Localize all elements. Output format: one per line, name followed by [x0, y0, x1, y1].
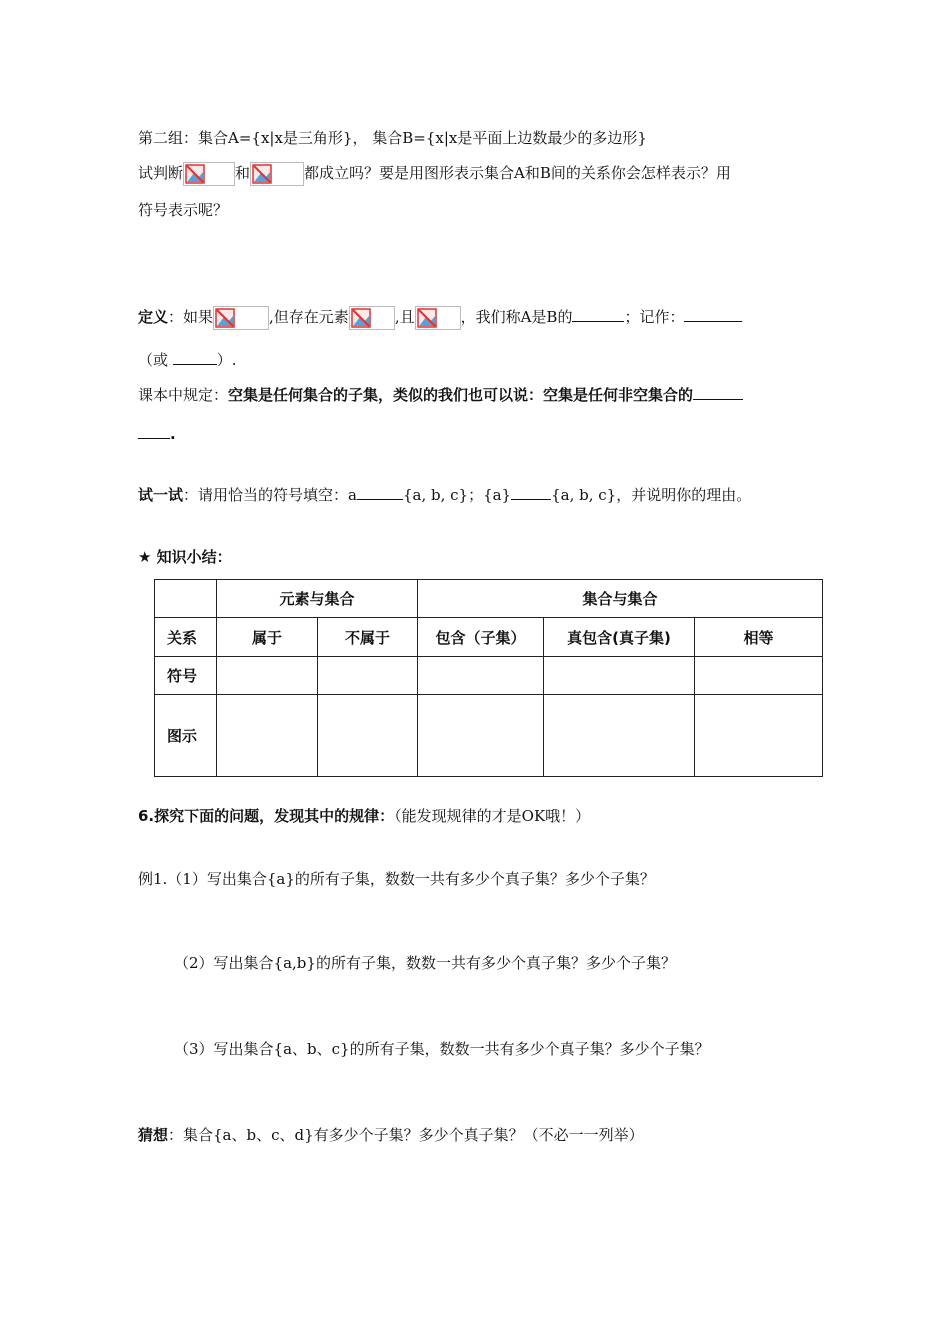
- table-row-label: 关系: [155, 618, 217, 657]
- textbook-end: .: [170, 425, 176, 443]
- table-cell[interactable]: [217, 695, 318, 777]
- definition-text-2: ,但存在元素: [269, 308, 349, 326]
- summary-heading: ★ 知识小结：: [138, 548, 232, 566]
- judge-pre: 试判断: [138, 164, 184, 182]
- answer-blank[interactable]: [173, 350, 217, 365]
- answer-blank[interactable]: [138, 424, 170, 439]
- example-1: 例1.（1）写出集合{a}的所有子集，数数一共有多少个真子集？多少个子集？: [138, 870, 655, 888]
- definition-or: （或: [138, 351, 173, 369]
- table-cell[interactable]: [544, 695, 695, 777]
- judge-line2: 符号表示呢？: [138, 201, 229, 219]
- guess-text: ：集合{a、b、c、d}有多少个子集？多少个真子集？（不必一一列举）: [168, 1126, 644, 1144]
- definition-line: [138, 306, 742, 330]
- table-column-header: 属于: [217, 618, 318, 657]
- table-cell[interactable]: [217, 657, 318, 695]
- definition-text-3: ,且: [394, 308, 415, 326]
- definition-text-4: ，我们称A是B的: [460, 308, 573, 326]
- answer-blank[interactable]: [357, 485, 403, 500]
- table-row-label: 符号: [155, 657, 217, 695]
- try-text-b: {a, b, c}；{a}: [402, 486, 512, 504]
- table-column-header: 相等: [695, 618, 823, 657]
- textbook-line: [138, 385, 743, 405]
- answer-blank[interactable]: [693, 385, 743, 400]
- answer-blank[interactable]: [684, 307, 742, 322]
- table-cell[interactable]: [695, 657, 823, 695]
- table-group-header: 元素与集合: [217, 580, 418, 618]
- definition-close: ）.: [216, 351, 237, 369]
- explore-rest: （能发现规律的才是OK哦！）: [394, 807, 591, 825]
- answer-blank[interactable]: [572, 307, 624, 322]
- try-text-c: {a, b, c}，并说明你的理由。: [551, 486, 752, 504]
- table-group-header: 集合与集合: [418, 580, 823, 618]
- table-column-header: 包含（子集）: [418, 618, 544, 657]
- example-2: （2）写出集合{a,b}的所有子集，数数一共有多少个真子集？多少个子集？: [174, 954, 676, 972]
- textbook-bold: 空集是任何集合的子集，类似的我们也可以说：空集是任何非空集合的: [228, 386, 694, 404]
- guess-label: 猜想: [138, 1126, 169, 1144]
- example-3: （3）写出集合{a、b、c}的所有子集，数数一共有多少个真子集？多少个子集？: [174, 1040, 710, 1058]
- textbook-pre: 课本中规定：: [138, 386, 229, 404]
- broken-image-icon: [213, 306, 269, 330]
- judge-mid: 和: [235, 164, 251, 182]
- table-column-header: 真包含(真子集): [544, 618, 695, 657]
- table-column-header: 不属于: [318, 618, 418, 657]
- table-row: [155, 580, 823, 618]
- judge-line: [138, 162, 731, 186]
- broken-image-icon: [349, 306, 395, 330]
- guess-line: [138, 1125, 644, 1145]
- table-cell[interactable]: [318, 657, 418, 695]
- definition-text-1: ：如果: [168, 308, 214, 326]
- table-cell[interactable]: [544, 657, 695, 695]
- table-cell[interactable]: [695, 695, 823, 777]
- textbook-line2: [138, 424, 176, 444]
- broken-image-icon: [415, 306, 461, 330]
- definition-label: 定义: [138, 308, 169, 326]
- table-cell: [155, 580, 217, 618]
- table-row: [155, 657, 823, 695]
- table-cell[interactable]: [418, 657, 544, 695]
- answer-blank[interactable]: [511, 485, 551, 500]
- group2-line: 第二组：集合A={x|x是三角形}， 集合B={x|x是平面上边数最少的多边形}: [138, 129, 647, 147]
- try-label: 试一试: [138, 486, 184, 504]
- definition-line2: [138, 350, 237, 370]
- broken-image-icon: [250, 162, 304, 186]
- try-text-a: ：请用恰当的符号填空：a: [183, 486, 357, 504]
- try-line: [138, 485, 751, 505]
- table-cell[interactable]: [318, 695, 418, 777]
- table-row: [155, 695, 823, 777]
- explore-line: [138, 806, 590, 826]
- table-row-label: 图示: [155, 695, 217, 777]
- table-row: [155, 618, 823, 657]
- definition-text-5: ；记作：: [624, 308, 685, 326]
- broken-image-icon: [183, 162, 235, 186]
- judge-post: 都成立吗？要是用图形表示集合A和B间的关系你会怎样表示？用: [304, 164, 731, 182]
- table-cell[interactable]: [418, 695, 544, 777]
- summary-table: [154, 579, 823, 777]
- explore-bold: 6.探究下面的问题，发现其中的规律：: [138, 807, 395, 825]
